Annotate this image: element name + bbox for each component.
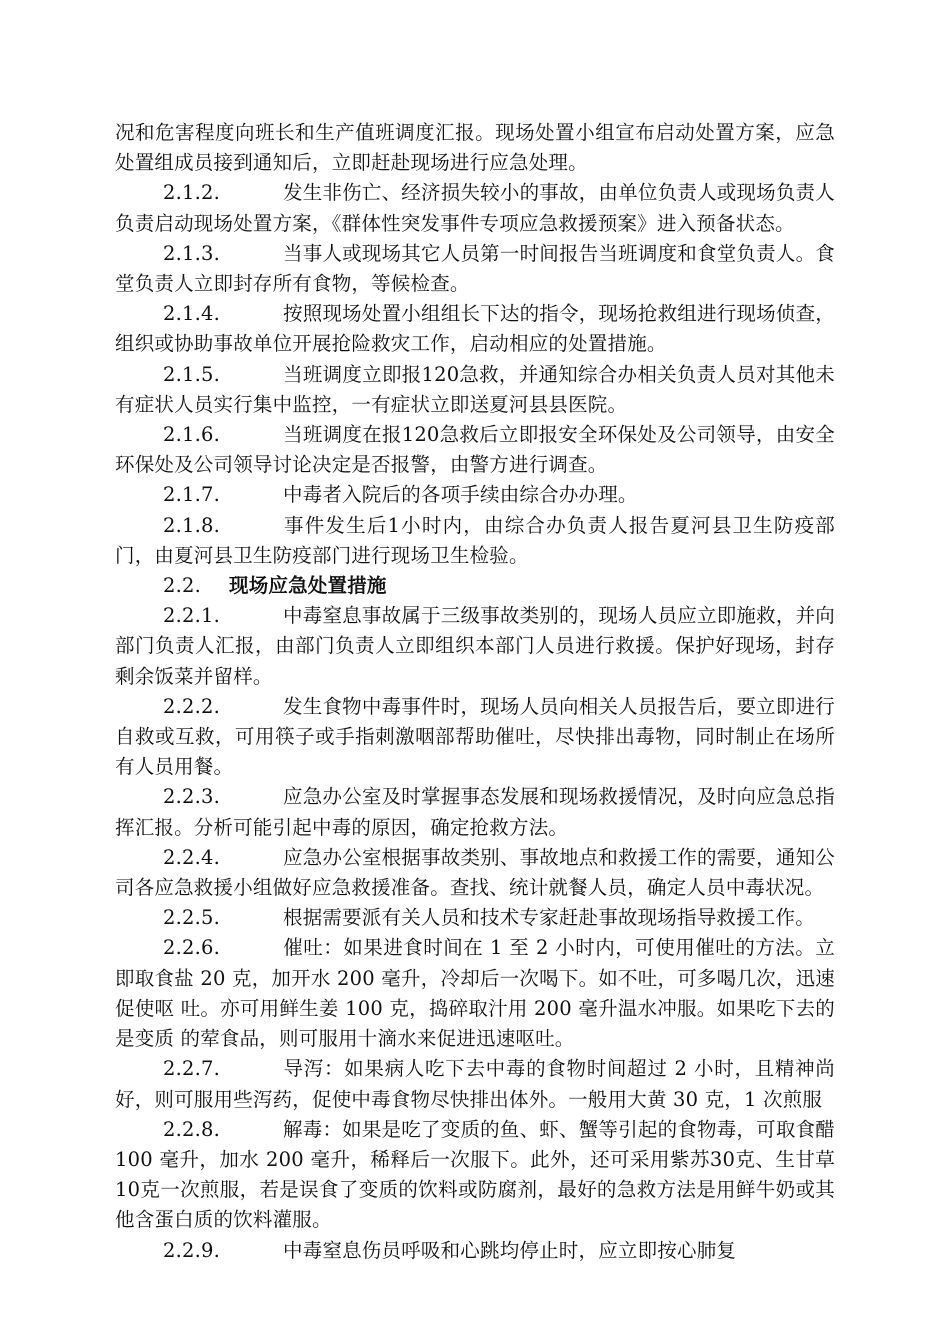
section-number: 2.2. [163, 574, 202, 598]
paragraph-continuation: 况和危害程度向班长和生产值班调度汇报。现场处置小组宣布启动处置方案，应急处置组成员接到通知后，立即赶赴现场进行应急处理。 [115, 121, 835, 175]
item-text: 当事人或现场其它人员第一时间报告当班调度和食堂负责人。食堂负责人立即封存所有食物，等候检查。 [115, 241, 835, 296]
item-number: 2.2.1. [163, 604, 221, 628]
item-number: 2.1.4. [163, 302, 221, 326]
list-item-2-1-4 [115, 299, 835, 359]
list-item-2-1-7 [115, 480, 835, 510]
item-number: 2.1.7. [163, 483, 221, 507]
item-number: 2.1.3. [163, 241, 221, 265]
item-number: 2.1.6. [163, 423, 221, 447]
item-text: 催吐：如果进食时间在 1 至 2 小时内，可使用催吐的方法。立即取食盐 20 克，加开水 200 毫升，冷却后一次喝下。如不吐，可多喝几次，迅速促使呕 吐。亦可用鲜生姜 100 克，捣碎取汁用 200 毫升温水冲服。如果吃下去的是变质 的荤食品，则可服用十滴水来促进迅速呕吐。 [115, 936, 835, 1051]
item-text: 导泻：如果病人吃下去中毒的食物时间超过 2 小时，且精神尚好，则可服用些泻药，促使中毒食物尽快排出体外。一般用大黄 30 克，1 次煎服 [115, 1057, 835, 1111]
list-item-2-2-5 [115, 903, 835, 933]
list-item-2-1-3 [115, 239, 835, 299]
item-number: 2.2.8. [163, 1117, 221, 1141]
list-item-2-2-8 [115, 1115, 835, 1236]
item-text: 应急办公室根据事故类别、事故地点和救援工作的需要，通知公司各应急救援小组做好应急救援准备。查找、统计就餐人员，确定人员中毒状况。 [115, 845, 835, 900]
item-text: 中毒者入院后的各项手续由综合办办理。 [283, 483, 638, 507]
item-text: 事件发生后1小时内，由综合办负责人报告夏河县卫生防疫部门，由夏河县卫生防疫部门进行现场卫生检验。 [115, 513, 835, 567]
section-heading [115, 571, 835, 601]
item-text: 中毒窒息伤员呼吸和心跳均停止时，应立即按心肺复 [283, 1238, 737, 1262]
item-text: 按照现场处置小组组长下达的指令，现场抢救组进行现场侦查，组织或协助事故单位开展抢险救灾工作，启动相应的处置措施。 [115, 302, 835, 356]
item-number: 2.2.4. [163, 845, 221, 869]
item-text: 根据需要派有关人员和技术专家赶赴事故现场指导救援工作。 [283, 906, 815, 930]
item-number: 2.1.8. [163, 513, 221, 537]
item-number: 2.2.7. [163, 1057, 221, 1081]
item-number: 2.1.5. [163, 362, 221, 386]
item-number: 2.2.2. [163, 694, 221, 718]
item-text: 发生非伤亡、经济损失较小的事故，由单位负责人或现场负责人负责启动现场处置方案，《群体性突发事件专项应急救援预案》进入预备状态。 [115, 181, 835, 235]
list-item-2-1-6 [115, 420, 835, 480]
item-text: 中毒窒息事故属于三级事故类别的，现场人员应立即施救，并向部门负责人汇报，由部门负责人立即组织本部门人员进行救援。保护好现场，封存剩余饭菜并留样。 [115, 604, 835, 688]
list-item-2-1-5 [115, 360, 835, 420]
list-item-2-2-7 [115, 1054, 835, 1114]
item-text: 应急办公室及时掌握事态发展和现场救援情况，及时向应急总指挥汇报。分析可能引起中毒的原因，确定抢救方法。 [115, 785, 835, 839]
item-number: 2.2.5. [163, 906, 221, 930]
list-item-2-2-2 [115, 692, 835, 783]
list-item-2-2-6 [115, 933, 835, 1054]
list-item-2-1-8 [115, 511, 835, 571]
item-number: 2.2.3. [163, 785, 221, 809]
list-item-2-2-1 [115, 601, 835, 692]
item-text: 当班调度在报120急救后立即报安全环保处及公司领导，由安全环保处及公司领导讨论决定是否报警，由警方进行调查。 [115, 423, 835, 477]
list-item-2-2-3 [115, 782, 835, 842]
list-item-2-2-9 [115, 1236, 835, 1266]
document-page [115, 118, 835, 1266]
list-item-2-2-4 [115, 843, 835, 903]
item-text: 解毒：如果是吃了变质的鱼、虾、蟹等引起的食物毒，可取食醋 100 毫升，加水 200 毫升，稀释后一次服下。此外，还可采用紫苏30克、生甘草10克一次煎服，若是误食了变质的饮料或防腐剂，最好的急救方法是用鲜牛奶或其 他含蛋白质的饮料灌服。 [115, 1117, 835, 1232]
section-title: 现场应急处置措施 [229, 574, 387, 598]
item-number: 2.1.2. [163, 181, 221, 205]
item-text: 当班调度立即报120急救，并通知综合办相关负责人员对其他未有症状人员实行集中监控，一有症状立即送夏河县县医院。 [115, 362, 835, 416]
item-number: 2.2.6. [163, 936, 221, 960]
item-number: 2.2.9. [163, 1238, 221, 1262]
item-text: 发生食物中毒事件时，现场人员向相关人员报告后，要立即进行自救或互救，可用筷子或手指刺激咽部帮助催吐，尽快排出毒物，同时制止在场所有人员用餐。 [115, 694, 835, 779]
list-item-2-1-2 [115, 178, 835, 238]
